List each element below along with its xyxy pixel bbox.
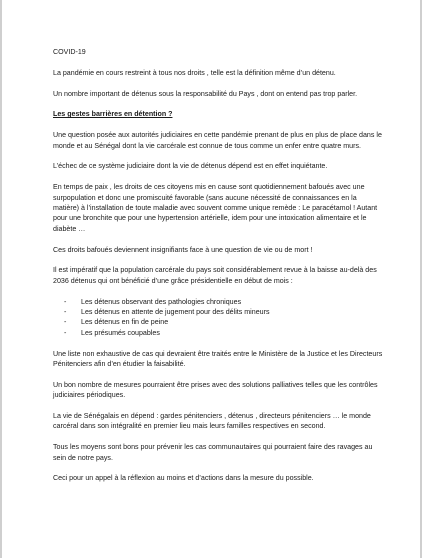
bullet-dash: - (64, 318, 67, 327)
paragraph-intro: La pandémie en cours restreint à tous nos droits , telle est la définition même d’un détenu. (53, 68, 336, 77)
list-item-text: Les présumés coupables (81, 328, 160, 337)
paragraph-question: Une question posée aux autorités judiciaires en cette pandémie prenant de plus en plus de place dans le monde et au Sénégal dont la vie carcérale est connue de tous comme un enfer entre quatre murs. (53, 131, 382, 150)
paragraph-means: Tous les moyens sont bons pour prévenir les cas communautaires qui pourraient faire des ravages au sein de notre pays. (53, 443, 373, 462)
bullet-dash: - (64, 297, 67, 306)
paragraph-closing: Ceci pour un appel à la réflexion au moins et d’actions dans la mesure du possible. (53, 474, 314, 483)
section-heading: Les gestes barrières en détention ? (53, 110, 173, 119)
list-item (53, 307, 383, 317)
paragraph-depends: La vie de Sénégalais en dépend : gardes pénitenciers , détenus , directeurs pénitenciers … le monde carcéral dans son intégralité en premier lieu mais leurs familles respectives en second. (53, 412, 371, 431)
paragraph-imperative: Il est impératif que la population carcérale du pays soit considérablement revue à la baisse au-delà des 2036 détenus qui ont bénéficié d’une grâce présidentielle en début de mois : (53, 266, 377, 285)
list-item-text: Les détenus en attente de jugement pour des délits mineurs (81, 308, 270, 317)
bullet-dash: - (64, 308, 67, 317)
list-item (53, 328, 383, 338)
list-item (53, 317, 383, 327)
paragraph-measures: Un bon nombre de mesures pourraient être prises avec des solutions palliatives telles que les contrôles judiciaires périodiques. (53, 380, 378, 400)
bullet-dash: - (64, 328, 67, 337)
list-item-text: Les détenus observant des pathologies chroniques (81, 297, 242, 306)
paragraph-list-note: Une liste non exhaustive de cas qui devraient être traités entre le Ministère de la Justice et les Directeurs Pénitenciers afin d’en étudier la faisabilité. (53, 349, 383, 369)
paragraph-peace: En temps de paix , les droits de ces citoyens mis en cause sont quotidiennement bafoués avec une surpopulation et donc une promiscuité favorable (sans aucune nécessité de connaissances en la matière) à l’installation de toute maladie avec souvent comme unique remède : Le paracétamol ! Autant pour une bronchite que pour une hypertension artérielle, idem pour une intoxication alimentaire et le diabète … (53, 183, 378, 233)
list-item-text: Les détenus en fin de peine (81, 318, 169, 327)
paragraph-rights: Ces droits bafoués deviennent insignifiants face à une question de vie ou de mort ! (53, 245, 313, 254)
document-body (53, 47, 383, 494)
bullet-list (53, 297, 383, 339)
document-title: COVID-19 (53, 48, 86, 56)
paragraph-detainees: Un nombre important de détenus sous la responsabilité du Pays , dont on entend pas trop parler. (53, 89, 358, 98)
list-item (53, 297, 383, 307)
paragraph-failure: L’échec de ce système judiciaire dont la vie de détenus dépend est en effet inquiétante. (53, 162, 328, 171)
